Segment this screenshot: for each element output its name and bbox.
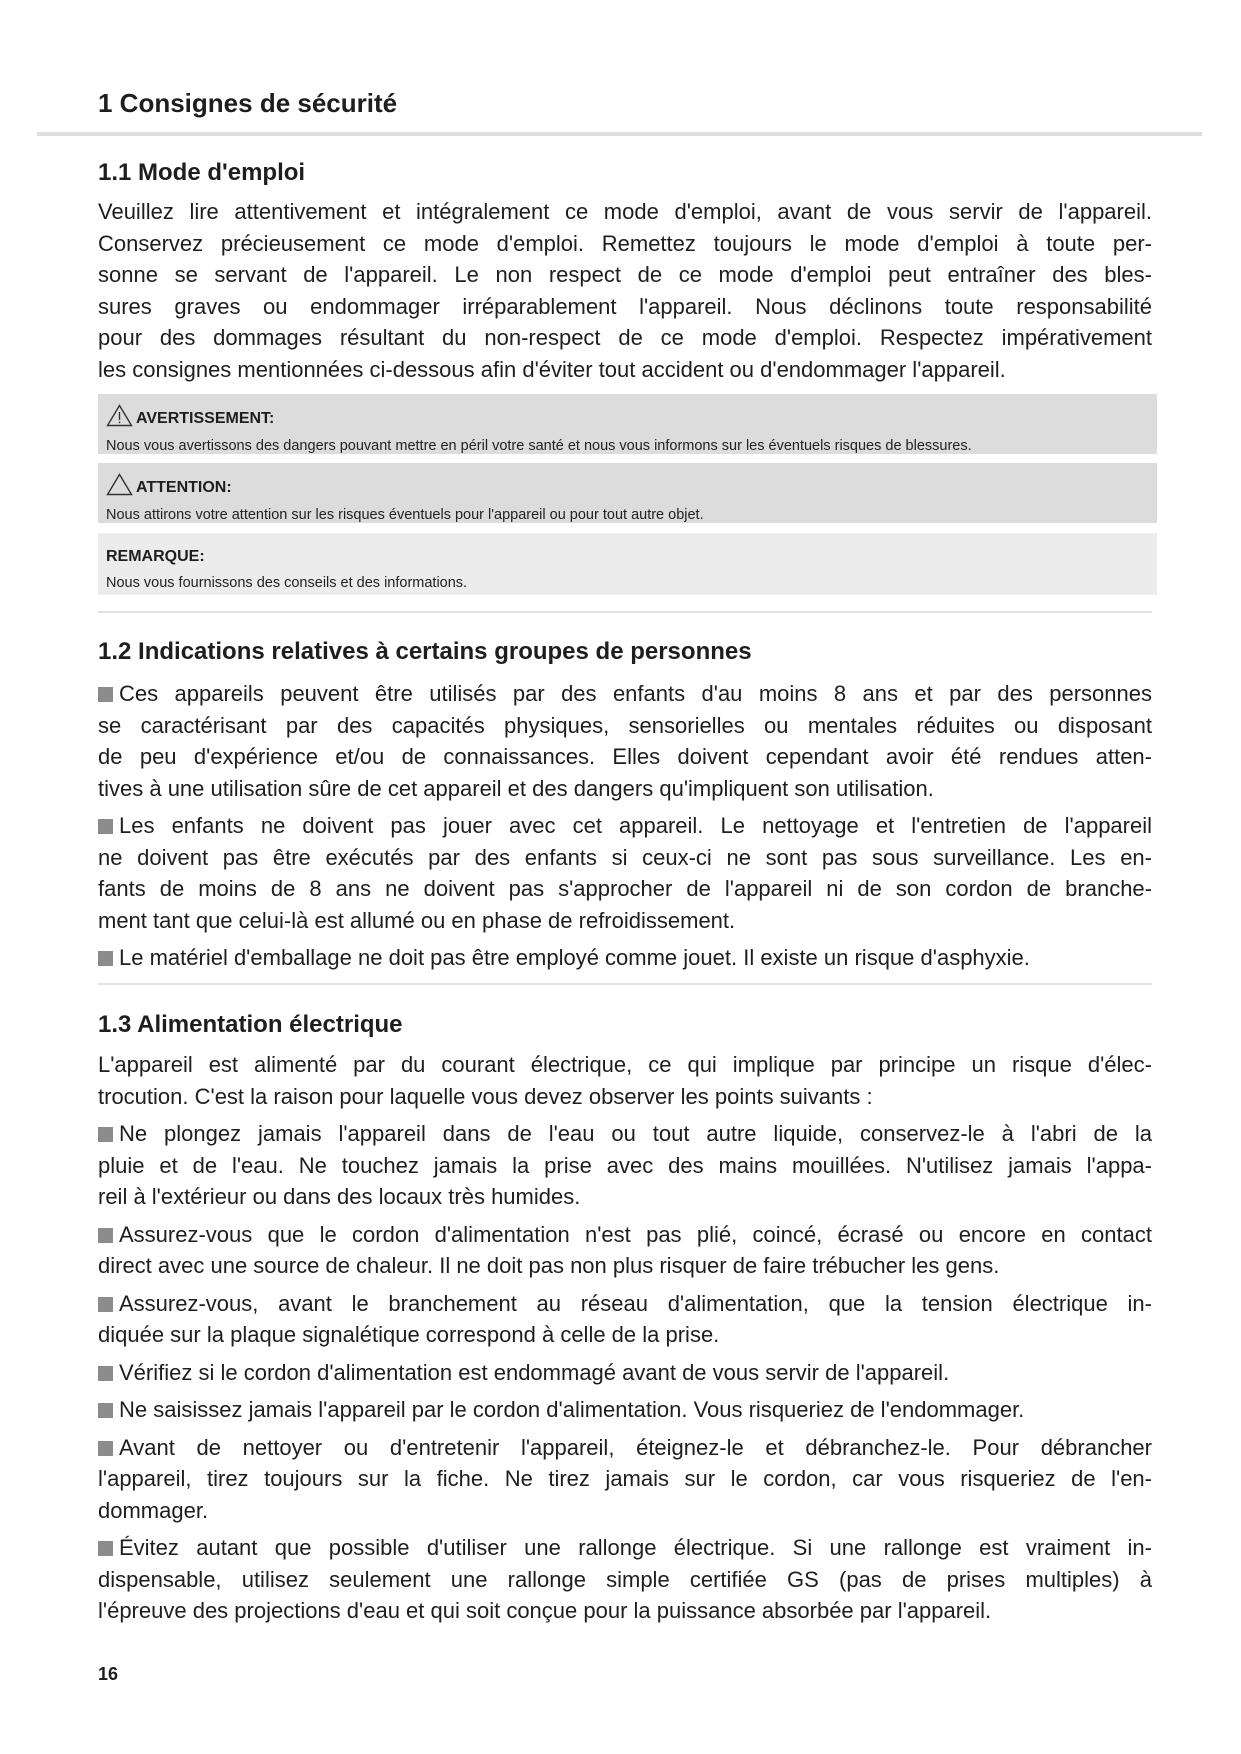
chapter-title: 1 Consignes de sécurité	[98, 88, 398, 118]
text-line	[98, 842, 1152, 874]
text-line-content: Avant de nettoyer ou d'entretenir l'appareil, éteignez-le et débranchez-le. Pour débrancher	[119, 1434, 1152, 1460]
text-line	[98, 1595, 1152, 1627]
text-line-content: Ne saisissez jamais l'appareil par le cordon d'alimentation. Vous risqueriez de l'endommager.	[119, 1397, 1025, 1422]
text-line	[98, 873, 1152, 905]
text-line-content: Veuillez lire attentivement et intégralement ce mode d'emploi, avant de vous servir de l'appareil.	[98, 199, 1152, 224]
text-line-content: pour des dommages résultant du non-respect de ce mode d'emploi. Respectez impérativement	[98, 325, 1152, 350]
text-line	[98, 1432, 1152, 1464]
text-line-content: Assurez-vous, avant le branchement au réseau d'alimentation, que la tension électrique in-	[119, 1290, 1152, 1316]
text-line	[98, 1564, 1152, 1596]
text-line	[98, 228, 1152, 260]
text-line	[98, 322, 1152, 354]
text-line-content: Vérifiez si le cordon d'alimentation est endommagé avant de vous servir de l'appareil.	[119, 1359, 950, 1385]
text-line-content: diquée sur la plaque signalétique correspond à celle de la prise.	[98, 1322, 720, 1347]
text-line-content: sures graves ou endommager irréparablement l'appareil. Nous déclinons toute responsabilité	[98, 293, 1152, 319]
text-line-content: dispensable, utilisez seulement une rallonge simple certifiée GS (pas de prises multiples) à	[98, 1566, 1152, 1592]
warning-triangle-exclamation-icon	[106, 404, 136, 434]
square-bullet-icon	[98, 1366, 113, 1381]
bullet-item	[98, 1432, 1152, 1527]
notice-text: Nous vous avertissons des dangers pouvant mettre en péril votre santé et nous vous informons sur les éventuels risques de blessures.	[106, 438, 972, 454]
power-intro	[98, 1049, 1152, 1112]
text-line-content: Ne plongez jamais l'appareil dans de l'eau ou tout autre liquide, conservez-le à l'abri de la	[119, 1121, 1152, 1146]
text-line	[98, 1219, 1152, 1251]
notice-label	[106, 473, 1147, 503]
text-line	[98, 291, 1152, 323]
text-line-content: L'appareil est alimenté par du courant électrique, ce qui implique par principe un risque d'élec-	[98, 1052, 1152, 1077]
text-line-content: Ces appareils peuvent être utilisés par des enfants d'au moins 8 ans et par des personnes	[119, 681, 1152, 706]
section-divider	[98, 611, 1152, 613]
text-line-content: l'épreuve des projections d'eau et qui soit conçue pour la puissance absorbée par l'appareil.	[98, 1598, 992, 1623]
notice-caution	[98, 463, 1157, 523]
bullet-item	[98, 1357, 1152, 1389]
square-bullet-icon	[98, 1228, 113, 1243]
section-body-groups	[98, 678, 1152, 980]
text-line-content: Évitez autant que possible d'utiliser une rallonge électrique. Si une rallonge est vraiment in-	[119, 1535, 1152, 1560]
text-line-content: Le matériel d'emballage ne doit pas être employé comme jouet. Il existe un risque d'asphyxie.	[119, 945, 1030, 970]
text-line	[98, 354, 1152, 386]
bullet-item	[98, 1288, 1152, 1351]
square-bullet-icon	[98, 1541, 113, 1556]
notice-label-text: ATTENTION:	[136, 479, 232, 496]
text-line	[98, 1394, 1152, 1426]
bullet-item	[98, 1118, 1152, 1213]
text-line-content: l'appareil, tirez toujours sur la fiche. Ne tirez jamais sur le cordon, car vous risqueriez de l'en-	[98, 1466, 1152, 1491]
text-line	[98, 1118, 1152, 1150]
text-line	[98, 1049, 1152, 1081]
bullet-item	[98, 678, 1152, 804]
square-bullet-icon	[98, 1441, 113, 1456]
text-line	[98, 1357, 1152, 1389]
text-line	[98, 196, 1152, 228]
text-line	[98, 1250, 1152, 1282]
section-divider	[98, 983, 1152, 985]
section-body-power	[98, 1049, 1152, 1633]
square-bullet-icon	[98, 1403, 113, 1418]
notice-label	[106, 546, 1147, 568]
notice-warning	[98, 394, 1157, 454]
square-bullet-icon	[98, 1127, 113, 1142]
text-line-content: Les enfants ne doivent pas jouer avec cet appareil. Le nettoyage et l'entretien de l'appareil	[119, 813, 1152, 838]
text-line	[98, 678, 1152, 710]
bullet-item	[98, 1219, 1152, 1282]
power-bullets	[98, 1118, 1152, 1627]
bullet-item	[98, 1532, 1152, 1627]
section-heading-mode-emploi: 1.1 Mode d'emploi	[98, 159, 306, 186]
text-line-content: trocution. C'est la raison pour laquelle vous devez observer les points suivants :	[98, 1083, 873, 1109]
section-heading-groups: 1.2 Indications relatives à certains groupes de personnes	[98, 638, 752, 665]
text-line	[98, 1288, 1152, 1320]
text-line	[98, 741, 1152, 773]
text-line-content: dommager.	[98, 1497, 209, 1523]
square-bullet-icon	[98, 687, 113, 702]
text-line	[98, 1081, 1152, 1113]
text-line	[98, 1181, 1152, 1213]
text-line-content: fants de moins de 8 ans ne doivent pas s'approcher de l'appareil ni de son cordon de branche-	[98, 876, 1152, 901]
text-line	[98, 1150, 1152, 1182]
bullet-item	[98, 810, 1152, 936]
section-body-mode-emploi	[98, 196, 1152, 391]
square-bullet-icon	[98, 819, 113, 834]
text-line	[98, 942, 1152, 974]
text-line	[98, 1532, 1152, 1564]
text-line-content: reil à l'extérieur ou dans des locaux très humides.	[98, 1184, 581, 1209]
page-number: 16	[98, 1664, 119, 1684]
paragraph	[98, 196, 1152, 385]
text-line-content: ne doivent pas être exécutés par des enfants si ceux-ci ne sont pas sous surveillance. Les en-	[98, 844, 1152, 870]
text-line	[98, 259, 1152, 291]
text-line	[98, 1463, 1152, 1495]
text-line	[98, 905, 1152, 937]
notice-text: Nous vous fournissons des conseils et des informations.	[106, 575, 468, 591]
text-line-content: tives à une utilisation sûre de cet appareil et des dangers qu'impliquent son utilisation.	[98, 775, 934, 801]
text-line-content: Conservez précieusement ce mode d'emploi. Remettez toujours le mode d'emploi à toute per-	[98, 230, 1152, 256]
text-line	[98, 773, 1152, 805]
text-line-content: se caractérisant par des capacités physiques, sensorielles ou mentales réduites ou disposant	[98, 712, 1152, 738]
text-line-content: direct avec une source de chaleur. Il ne doit pas non plus risquer de faire trébucher les gens.	[98, 1253, 1000, 1278]
caution-triangle-icon	[106, 473, 136, 503]
text-line-content: de peu d'expérience et/ou de connaissances. Elles doivent cependant avoir été rendues atten-	[98, 744, 1152, 769]
notice-label-text: REMARQUE:	[106, 548, 205, 565]
notice-text: Nous attirons votre attention sur les risques éventuels pour l'appareil ou pour tout autre objet.	[106, 507, 704, 523]
notice-label	[106, 404, 1147, 434]
text-line-content: les consignes mentionnées ci-dessous afin d'éviter tout accident ou d'endommager l'appareil.	[98, 356, 1006, 382]
text-line-content: Assurez-vous que le cordon d'alimentation n'est pas plié, coincé, écrasé ou encore en contact	[119, 1221, 1152, 1247]
bullet-item	[98, 942, 1152, 974]
chapter-divider	[37, 132, 1202, 136]
text-line	[98, 1319, 1152, 1351]
text-line-content: ment tant que celui-là est allumé ou en phase de refroidissement.	[98, 907, 736, 933]
text-line	[98, 710, 1152, 742]
section-heading-power: 1.3 Alimentation électrique	[98, 1011, 403, 1038]
text-line	[98, 1495, 1152, 1527]
text-line-content: sonne se servant de l'appareil. Le non respect de ce mode d'emploi peut entraîner des bles-	[98, 262, 1152, 287]
text-line-content: pluie et de l'eau. Ne touchez jamais la prise avec des mains mouillées. N'utilisez jamais l'appa-	[98, 1152, 1152, 1178]
square-bullet-icon	[98, 951, 113, 966]
square-bullet-icon	[98, 1297, 113, 1312]
text-line	[98, 810, 1152, 842]
notice-remark	[98, 533, 1157, 595]
bullet-item	[98, 1394, 1152, 1426]
notice-label-text: AVERTISSEMENT:	[136, 410, 275, 427]
paragraph	[98, 1049, 1152, 1112]
